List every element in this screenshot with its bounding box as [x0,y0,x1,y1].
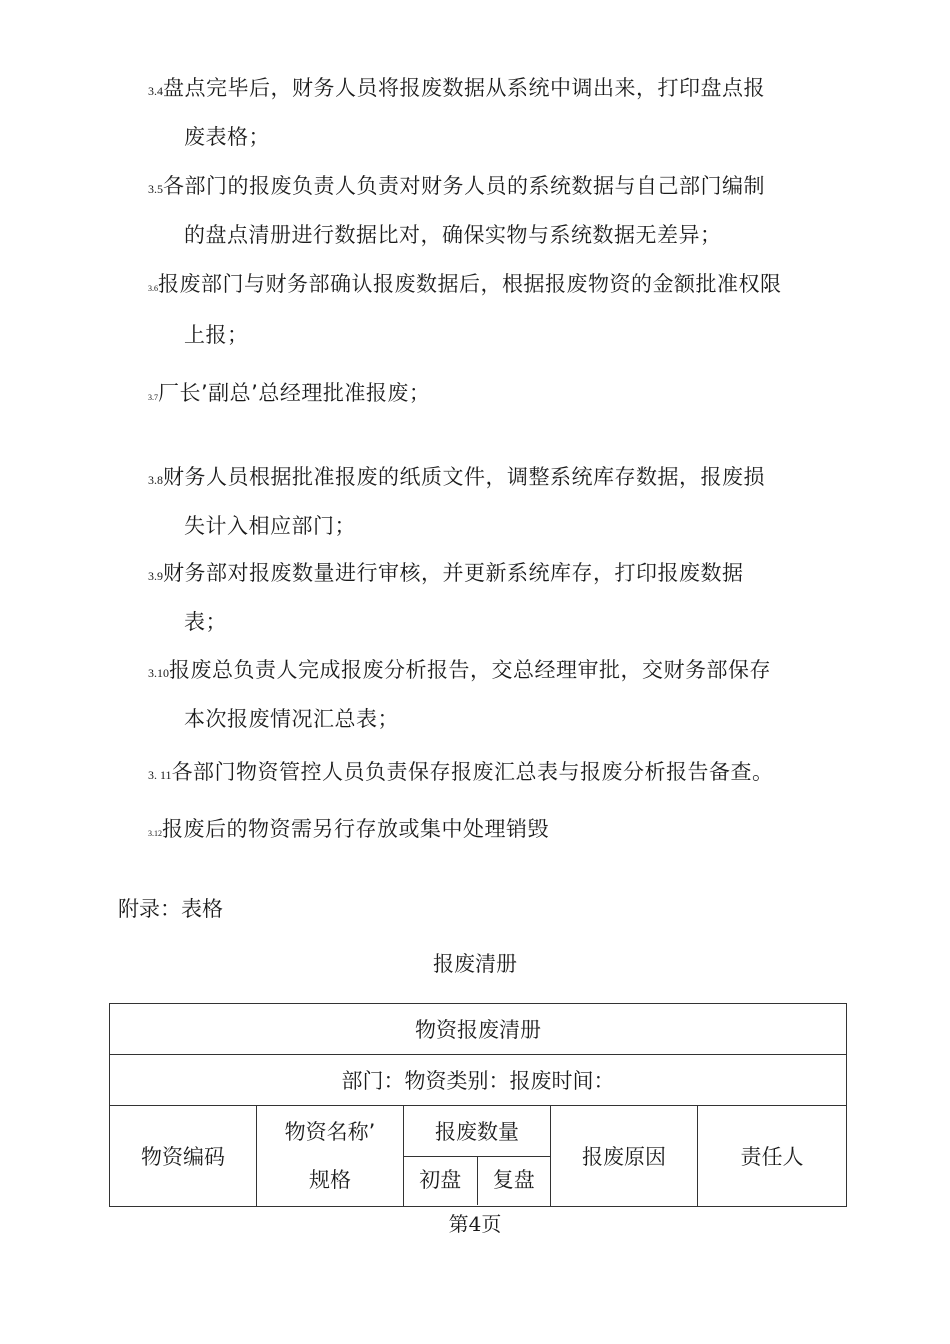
clause-3-9 [148,550,848,645]
appendix-heading: 附录：表格 [118,897,223,921]
clause-text-line2: 表； [184,610,227,634]
clause-3-12 [148,806,848,857]
clause-3-11 [148,749,848,798]
clause-number: 3.6 [148,284,158,293]
clause-3-4 [148,65,848,160]
clause-text-line1: 厂长’副总’总经理批准报废； [158,381,431,405]
page-footer: 第4页 [448,1212,502,1236]
clause-number: 3.5 [148,182,163,196]
clause-number: 3.10 [148,666,169,680]
clause-text-line2: 上报； [184,323,249,347]
clause-3-8 [148,454,848,549]
clause-text-line1: 财务人员根据批准报废的纸质文件，调整系统库存数据，报废损 [163,465,765,489]
clause-3-10 [148,647,848,742]
clause-text-line2: 本次报废情况汇总表； [184,707,399,731]
clause-3-7 [148,370,848,421]
header-scrap-quantity [404,1106,551,1207]
clause-text-line1: 报废部门与财务部确认报废数据后，根据报废物资的金额批准权限 [158,272,782,296]
clause-text-line2: 失计入相应部门； [184,514,356,538]
clause-number: 3.12 [148,829,162,838]
clause-text-line1: 财务部对报废数量进行审核，并更新系统库存，打印报废数据 [163,561,744,585]
table-title: 报废清册 [433,952,517,976]
header-material-code: 物资编码 [110,1106,257,1207]
clause-number: 3.8 [148,473,163,487]
clause-number: 3.4 [148,84,163,98]
department-line: 部门：物资类别：报废时间： [110,1055,847,1106]
clause-3-5 [148,163,848,258]
clause-text-line2: 废表格； [184,125,270,149]
header-first-count: 初盘 [404,1157,478,1205]
scrap-register-table [109,1003,847,1207]
clause-text-line1: 各部门的报废负责人负责对财务人员的系统数据与自己部门编制 [163,174,765,198]
header-second-count: 复盘 [492,1167,535,1192]
header-name-line2: 规格 [309,1168,351,1192]
clause-3-6 [148,261,848,358]
header-name-line1: 物资名称’ [284,1120,376,1144]
table-caption: 物资报废清册 [110,1004,847,1055]
clause-text-line2: 的盘点清册进行数据比对，确保实物与系统数据无差异； [184,223,722,247]
header-material-name [257,1106,404,1207]
quantity-subheaders [404,1156,550,1205]
clause-text-line1: 报废总负责人完成报废分析报告，交总经理审批，交财务部保存 [169,658,771,682]
clause-number: 3.9 [148,569,163,583]
header-responsible-person: 责任人 [698,1106,847,1207]
clause-text-line1: 各部门物资管控人员负责保存报废汇总表与报废分析报告备查。 [171,760,774,784]
header-scrap-reason: 报废原因 [551,1106,698,1207]
header-quantity-label: 报废数量 [435,1119,519,1144]
clause-number: 3.7 [148,393,158,402]
clause-number: 3. 11 [148,768,172,782]
clause-text-line1: 盘点完毕后，财务人员将报废数据从系统中调出来，打印盘点报 [163,76,765,100]
clause-text-line1: 报废后的物资需另行存放或集中处理销毁 [162,817,549,841]
